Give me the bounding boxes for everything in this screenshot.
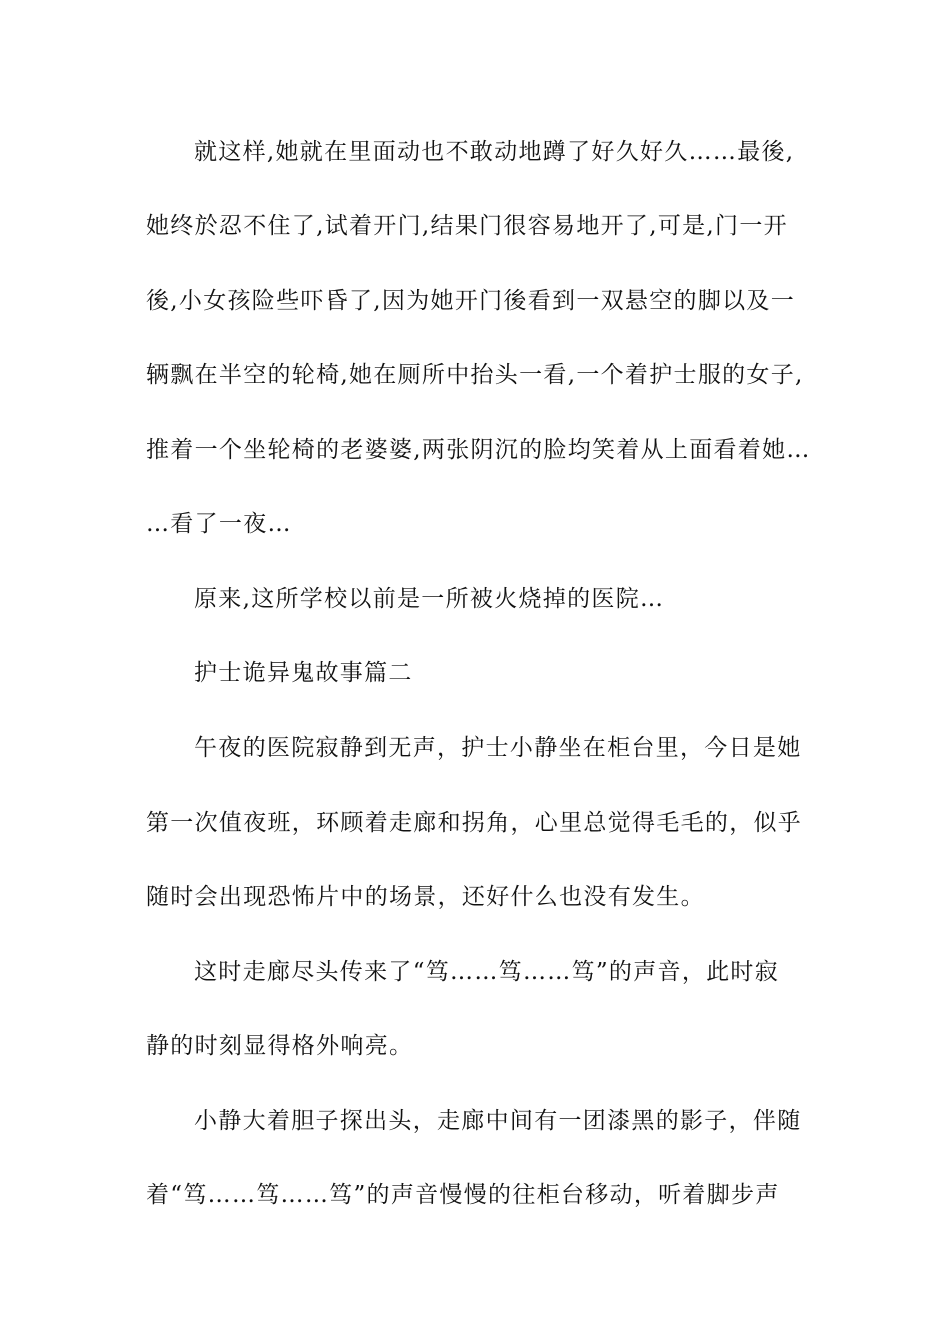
paragraph-line: 原来,这所学校以前是一所被火烧掉的医院… [194, 586, 665, 612]
paragraph-line: 这时走廊尽头传来了“笃……笃……笃”的声音，此时寂 [194, 959, 780, 985]
section-heading: 护士诡异鬼故事篇二 [194, 660, 413, 686]
paragraph-line: 就这样,她就在里面动也不敢动地蹲了好久好久……最後, [194, 139, 795, 165]
paragraph-line: 推着一个坐轮椅的老婆婆,两张阴沉的脸均笑着从上面看着她… [146, 437, 811, 463]
paragraph-line: 着“笃……笃……笃”的声音慢慢的往柜台移动，听着脚步声 [146, 1182, 780, 1208]
paragraph-line: 午夜的医院寂静到无声，护士小静坐在柜台里，今日是她 [194, 735, 802, 761]
paragraph-line: 随时会出现恐怖片中的场景，还好什么也没有发生。 [146, 884, 705, 910]
paragraph-line: 她终於忍不住了,试着开门,结果门很容易地开了,可是,门一开 [146, 213, 788, 239]
paragraph-line: 第一次值夜班，环顾着走廊和拐角，心里总觉得毛毛的，似乎 [146, 810, 803, 836]
paragraph-line: 小静大着胆子探出头，走廊中间有一团漆黑的影子，伴随 [194, 1108, 802, 1134]
paragraph-line: 後,小女孩险些吓昏了,因为她开门後看到一双悬空的脚以及一 [146, 288, 796, 314]
paragraph-line: …看了一夜… [146, 511, 292, 537]
paragraph-line: 辆飘在半空的轮椅,她在厕所中抬头一看,一个着护士服的女子, [146, 362, 804, 388]
paragraph-line: 静的时刻显得格外响亮。 [146, 1033, 414, 1059]
